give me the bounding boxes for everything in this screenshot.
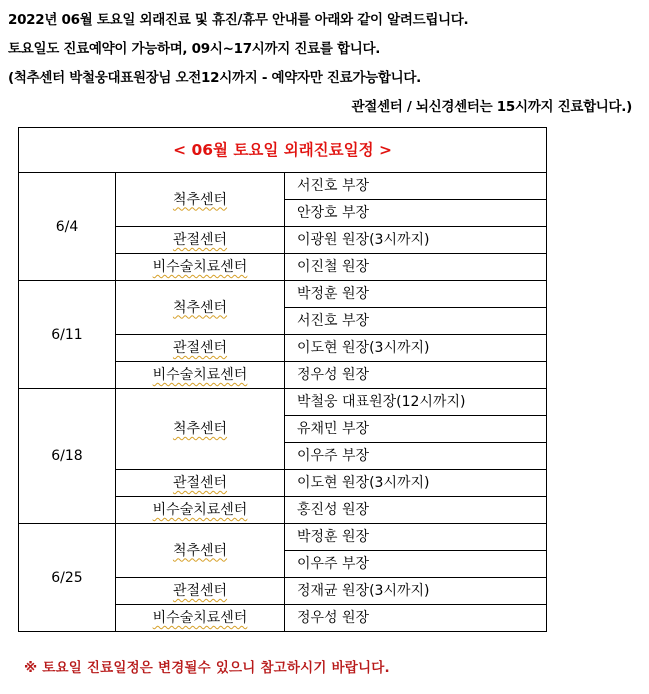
center-name: 관절센터 [172, 340, 228, 356]
center-name: 비수술치료센터 [152, 610, 248, 626]
intro-line-3: (척추센터 박철웅대표원장님 오전12시까지 - 예약자만 진료가능합니다. [8, 70, 421, 86]
doctor-cell: 박정훈 원장 [285, 281, 547, 308]
center-cell [116, 335, 285, 362]
schedule-row [19, 173, 547, 200]
doctor-cell: 홍진성 원장 [285, 497, 547, 524]
saturday-schedule-table [18, 127, 547, 632]
date-cell: 6/18 [19, 389, 116, 524]
center-cell [116, 281, 285, 335]
center-cell [116, 227, 285, 254]
notice-intro [8, 6, 638, 122]
center-name: 관절센터 [172, 583, 228, 599]
center-cell [116, 470, 285, 497]
date-cell: 6/25 [19, 524, 116, 632]
doctor-cell: 서진호 부장 [285, 308, 547, 335]
center-cell [116, 254, 285, 281]
doctor-cell: 이우주 부장 [285, 443, 547, 470]
doctor-cell: 정우성 원장 [285, 362, 547, 389]
schedule-row [19, 524, 547, 551]
doctor-cell: 이우주 부장 [285, 551, 547, 578]
center-cell [116, 605, 285, 632]
center-name: 관절센터 [172, 475, 228, 491]
doctor-cell: 이도현 원장(3시까지) [285, 470, 547, 497]
doctor-cell: 이광원 원장(3시까지) [285, 227, 547, 254]
center-name: 척추센터 [172, 542, 228, 559]
center-cell [116, 524, 285, 578]
center-cell [116, 362, 285, 389]
doctor-cell: 서진호 부장 [285, 173, 547, 200]
title-row [19, 128, 547, 173]
doctor-cell: 안장호 부장 [285, 200, 547, 227]
schedule-row [19, 389, 547, 416]
doctor-cell: 이도현 원장(3시까지) [285, 335, 547, 362]
center-name: 비수술치료센터 [152, 502, 248, 518]
date-cell: 6/4 [19, 173, 116, 281]
doctor-cell: 박정훈 원장 [285, 524, 547, 551]
doctor-cell: 유채민 부장 [285, 416, 547, 443]
doctor-cell: 정재균 원장(3시까지) [285, 578, 547, 605]
schedule-title: < 06월 토요일 외래진료일정 > [19, 128, 547, 173]
center-name: 척추센터 [172, 299, 228, 316]
doctor-cell: 정우성 원장 [285, 605, 547, 632]
center-cell [116, 578, 285, 605]
intro-line-1: 2022년 06월 토요일 외래진료 및 휴진/휴무 안내를 아래와 같이 알려드립니다. [8, 12, 469, 28]
doctor-cell: 박철웅 대표원장(12시까지) [285, 389, 547, 416]
intro-line-4: 관절센터 / 뇌신경센터는 15시까지 진료합니다.) [351, 99, 632, 115]
center-cell [116, 497, 285, 524]
center-name: 척추센터 [172, 191, 228, 208]
center-cell [116, 173, 285, 227]
center-name: 비수술치료센터 [152, 259, 248, 275]
date-cell: 6/11 [19, 281, 116, 389]
center-cell [116, 389, 285, 470]
schedule-body [19, 128, 547, 632]
intro-line-2: 토요일도 진료예약이 가능하며, 09시~17시까지 진료를 합니다. [8, 41, 381, 57]
schedule-row [19, 281, 547, 308]
doctor-cell: 이진철 원장 [285, 254, 547, 281]
schedule-change-note: ※ 토요일 진료일정은 변경될수 있으니 참고하시기 바랍니다. [24, 660, 390, 676]
center-name: 비수술치료센터 [152, 367, 248, 383]
center-name: 관절센터 [172, 232, 228, 248]
center-name: 척추센터 [172, 421, 228, 437]
